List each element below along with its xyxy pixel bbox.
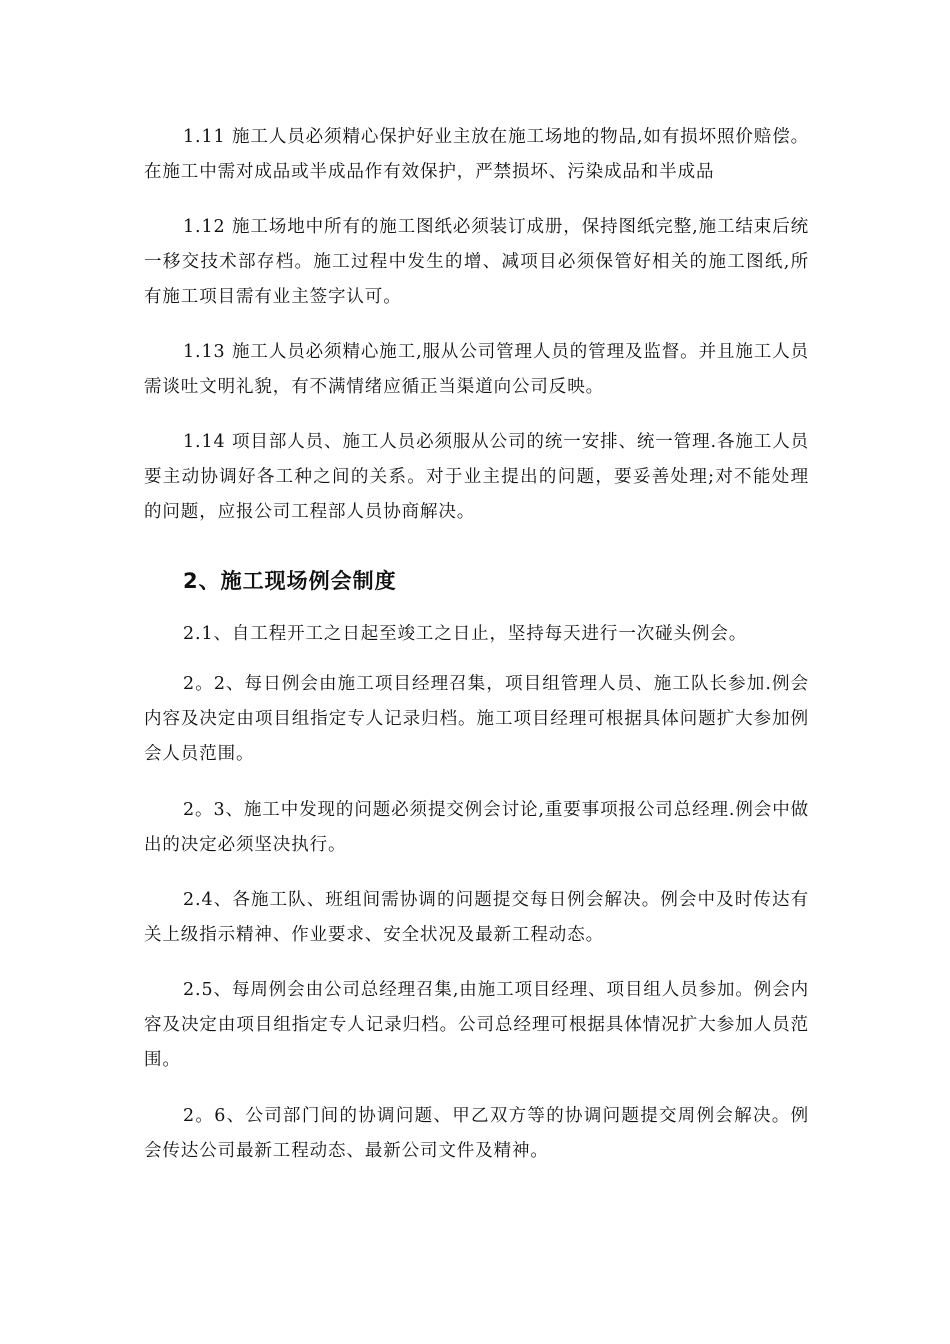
paragraph-2-2: 2。2、每日例会由施工项目经理召集，项目组管理人员、施工队长参加.例会内容及决定由项目组指定专人记录归档。施工项目经理可根据具体问题扩大参加例会人员范围。 xyxy=(144,674,809,764)
paragraph-2-3: 2。3、施工中发现的问题必须提交例会讨论,重要事项报公司总经理.例会中做出的决定必须坚决执行。 xyxy=(144,800,809,855)
paragraph-2-1: 2.1、自工程开工之日起至竣工之日止，坚持每天进行一次碰头例会。 xyxy=(183,624,748,644)
section-heading: 2、施工现场例会制度 xyxy=(183,569,397,593)
paragraph-1-12: 1.12 施工场地中所有的施工图纸必须装订成册，保持图纸完整,施工结束后统一移交技术部存档。施工过程中发生的增、减项目必须保管好相关的施工图纸,所有施工项目需有业主签字认可。 xyxy=(144,217,809,307)
paragraph-1-11: 1.11 施工人员必须精心保护好业主放在施工场地的物品,如有损坏照价赔偿。在施工中需对成品或半成品作有效保护，严禁损坏、污染成品和半成品 xyxy=(144,127,809,182)
paragraph-2-5: 2.5、每周例会由公司总经理召集,由施工项目经理、项目组人员参加。例会内容及决定由项目组指定专人记录归档。公司总经理可根据具体情况扩大参加人员范围。 xyxy=(144,980,809,1070)
paragraph-1-14: 1.14 项目部人员、施工人员必须服从公司的统一安排、统一管理.各施工人员要主动协调好各工种之间的关系。对于业主提出的问题，要妥善处理;对不能处理的问题，应报公司工程部人员协商解决。 xyxy=(144,432,809,522)
paragraph-2-6: 2。6、公司部门间的协调问题、甲乙双方等的协调问题提交周例会解决。例会传达公司最新工程动态、最新公司文件及精神。 xyxy=(144,1106,809,1161)
paragraph-1-13: 1.13 施工人员必须精心施工,服从公司管理人员的管理及监督。并且施工人员需谈吐文明礼貌，有不满情绪应循正当渠道向公司反映。 xyxy=(144,342,809,397)
paragraph-2-4: 2.4、各施工队、班组间需协调的问题提交每日例会解决。例会中及时传达有关上级指示精神、作业要求、安全状况及最新工程动态。 xyxy=(144,890,809,945)
